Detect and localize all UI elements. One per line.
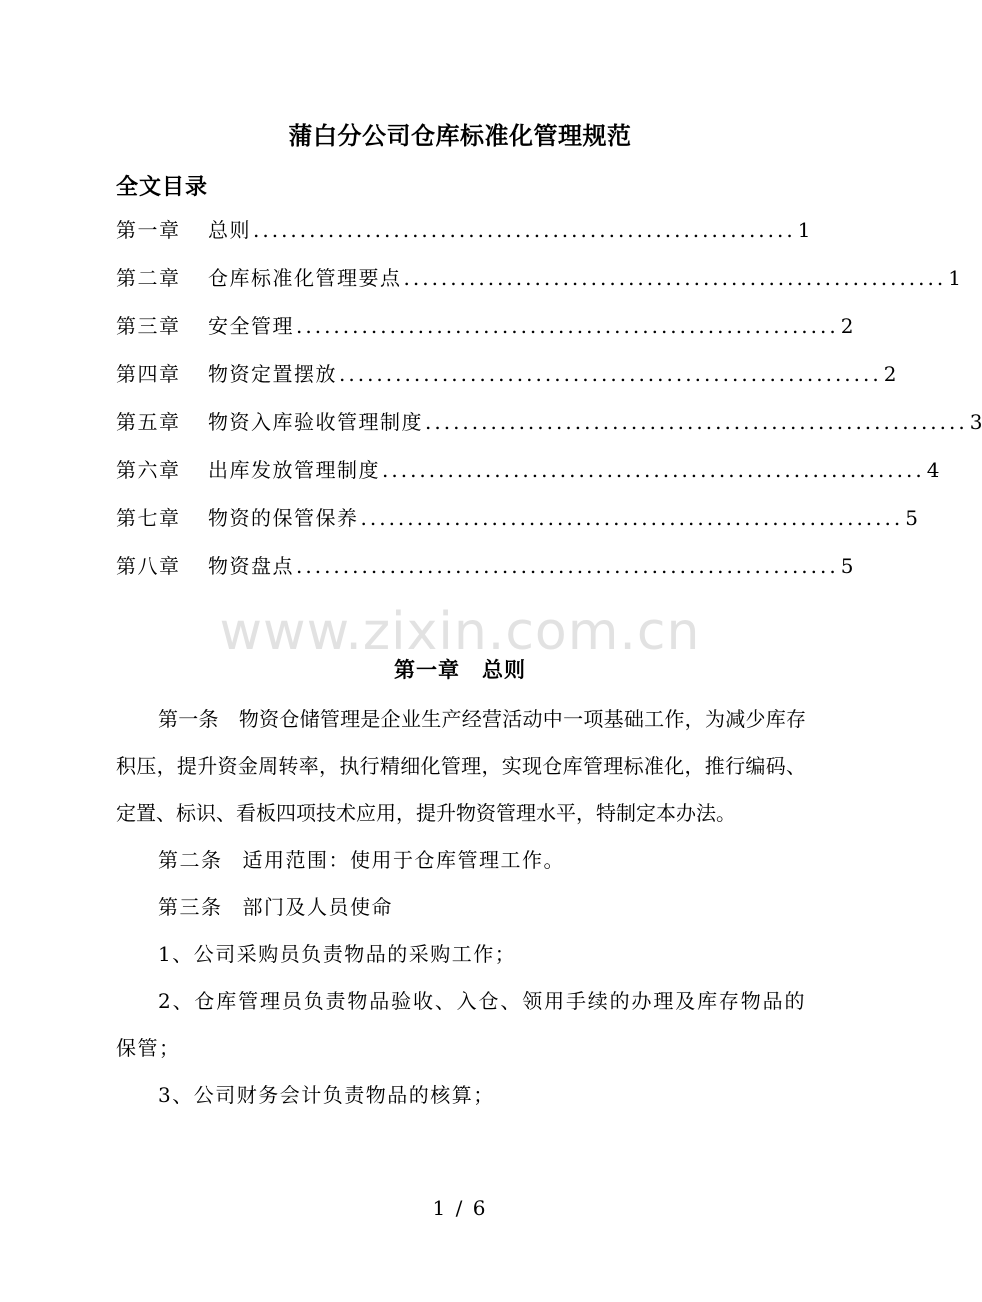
article-label: 第一条 — [158, 707, 219, 731]
toc-chapter-title: 物资盘点 — [208, 554, 294, 578]
article-paragraph — [116, 837, 806, 884]
toc-page-number: 5 — [905, 506, 918, 530]
toc-entry[interactable] — [116, 406, 982, 454]
toc-chapter-title: 仓库标准化管理要点 — [208, 266, 402, 290]
toc-entry[interactable] — [116, 454, 940, 502]
list-item: 2、仓库管理员负责物品验收、入仓、领用手续的办理及库存物品的保管； — [116, 989, 806, 1060]
article-text: 物资仓储管理是企业生产经营活动中一项基础工作，为减少库存积压，提升资金周转率，执行精细化管理，实现仓库管理标准化，推行编码、定置、标识、看板四项技术应用，提升物资管理水平，特制定本办法。 — [116, 707, 807, 825]
toc-page-number: 2 — [883, 362, 897, 386]
toc-dot-leader: .......................................................... — [253, 218, 796, 242]
toc-chapter-number: 第五章 — [116, 410, 181, 434]
watermark: www.zixin.com.cn — [219, 602, 701, 662]
toc-entry[interactable] — [116, 310, 854, 358]
toc-chapter-number: 第六章 — [116, 458, 181, 482]
toc-entry[interactable] — [116, 502, 918, 550]
toc-page-number: 3 — [969, 410, 982, 434]
toc-dot-leader: .......................................................... — [296, 314, 839, 338]
toc-entry[interactable] — [116, 214, 811, 262]
article-paragraph — [116, 696, 806, 837]
toc-entry[interactable] — [116, 358, 897, 406]
toc-dot-leader: .......................................................... — [425, 410, 968, 434]
toc-dot-leader: .......................................................... — [382, 458, 925, 482]
toc-dot-leader: .......................................................... — [360, 506, 904, 530]
toc-page-number: 5 — [840, 554, 854, 578]
toc-page-number: 2 — [840, 314, 854, 338]
toc-chapter-title: 物资入库验收管理制度 — [208, 410, 423, 434]
article-label: 第三条 — [158, 895, 223, 919]
toc-page-number: 1 — [948, 266, 961, 290]
list-item: 1、公司采购员负责物品的采购工作； — [158, 942, 517, 966]
toc-entry[interactable] — [116, 262, 961, 310]
toc-chapter-title: 安全管理 — [208, 314, 294, 338]
list-item: 3、公司财务会计负责物品的核算； — [158, 1083, 495, 1107]
toc-chapter-number: 第三章 — [116, 314, 181, 338]
toc-dot-leader: .......................................................... — [403, 266, 947, 290]
article-label: 第二条 — [158, 848, 223, 872]
toc-chapter-number: 第一章 — [116, 218, 181, 242]
article-text: 部门及人员使命 — [242, 895, 393, 919]
table-of-contents — [116, 214, 982, 598]
toc-page-number: 4 — [926, 458, 940, 482]
article-text: 适用范围：使用于仓库管理工作。 — [242, 848, 565, 872]
toc-chapter-number: 第四章 — [116, 362, 181, 386]
toc-chapter-number: 第七章 — [116, 506, 181, 530]
toc-chapter-title: 物资的保管保养 — [208, 506, 359, 530]
toc-chapter-title: 总则 — [208, 218, 251, 242]
document-title: 蒲白分公司仓库标准化管理规范 — [288, 122, 632, 150]
toc-chapter-number: 第二章 — [116, 266, 181, 290]
toc-chapter-number: 第八章 — [116, 554, 181, 578]
article-paragraph — [116, 884, 806, 931]
toc-chapter-title: 物资定置摆放 — [208, 362, 337, 386]
page-number: 1 / 6 — [432, 1196, 488, 1220]
chapter-heading: 第一章 总则 — [394, 658, 526, 682]
toc-chapter-title: 出库发放管理制度 — [208, 458, 380, 482]
toc-page-number: 1 — [797, 218, 811, 242]
toc-heading: 全文目录 — [116, 175, 209, 200]
toc-dot-leader: .......................................................... — [296, 554, 839, 578]
chapter-body — [116, 696, 806, 1119]
toc-dot-leader: .......................................................... — [339, 362, 882, 386]
toc-entry[interactable] — [116, 550, 854, 598]
